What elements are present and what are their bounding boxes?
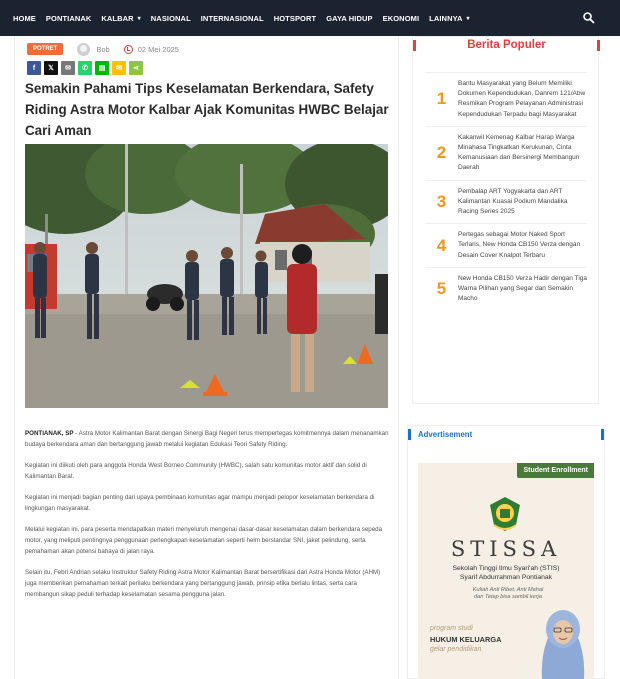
post-meta — [27, 42, 179, 56]
popular-headline[interactable]: New Honda CB150 Verza Hadir dengan Tiga Warna Pilihan yang Segar dan Semakin Macho — [458, 274, 587, 303]
ad-program-label: program studi — [430, 625, 473, 632]
article-paragraph: Kegiatan ini menjadi bagian penting dari upaya pembinaan komunitas agar mampu menjadi pelopor keselamatan berkendara di lingkungan masyarakat. — [25, 494, 375, 512]
nav-item-label: NASIONAL — [150, 13, 191, 23]
nav-item-label: KALBAR — [101, 13, 134, 23]
article-paragraph: PONTIANAK, SP - Astra Motor Kalimantan Barat dengan Sinergi Bagi Negeri terus mempertegas komitmennya dalam menanamkan budaya berkendara aman dan bertanggung jawab melalui kegiatan Edukasi Teori Safety Riding. — [25, 430, 389, 448]
nav-item-label: HOME — [13, 13, 36, 23]
popular-item[interactable] — [425, 223, 587, 267]
nav-item-home[interactable] — [8, 0, 41, 36]
nav-item-label: INTERNASIONAL — [200, 13, 264, 23]
nav-menu — [8, 0, 475, 36]
ad-enroll-badge: Student Enrollment — [517, 463, 594, 478]
stissa-ad-banner[interactable] — [418, 463, 594, 679]
nav-item-label: LAINNYA — [429, 13, 463, 23]
advertisement-widget — [407, 425, 605, 679]
chevron-down-icon: ▾ — [466, 15, 470, 22]
ad-program: HUKUM KELUARGA — [430, 635, 502, 644]
nav-item-label: EKONOMI — [382, 13, 420, 23]
article-card — [14, 36, 399, 679]
ad-fullname: Sekolah Tinggi Ilmu Syari'ah (STIS) Syarif Abdurrahman Pontianak — [452, 565, 560, 581]
nav-item-kalbar[interactable] — [96, 0, 145, 36]
line-icon[interactable]: ▤ — [95, 61, 109, 75]
nav-item-ekonomi[interactable] — [378, 0, 425, 36]
popular-item[interactable] — [425, 267, 587, 311]
popular-headline[interactable]: Pembalap ART Yogyakarta dan ART Kalimantan Kuasai Podium Mandalika Racing Series 2025 — [458, 187, 568, 216]
popular-rank: 3 — [436, 191, 447, 211]
chevron-down-icon: ▾ — [137, 15, 141, 22]
popular-item[interactable] — [425, 180, 587, 224]
ad-brand: STISSA — [450, 537, 562, 561]
ad-tagline: Kuliah Anti Ribet, Anti Mahal dan Tetap bisa sambil kerja — [472, 587, 544, 600]
nav-item-hotsport[interactable] — [269, 0, 321, 36]
article-photo — [25, 144, 388, 408]
share-icon[interactable]: ⋖ — [129, 61, 143, 75]
author-name[interactable]: Bob — [96, 44, 110, 54]
category-badge[interactable]: POTRET — [27, 43, 63, 55]
search-icon[interactable] — [582, 11, 596, 25]
header-accent — [601, 429, 604, 440]
popular-headline[interactable]: Kakanwil Kemenag Kalbar Harap Warga Minahasa Tingkatkan Kerukunan, Cinta Kemanusiaan dan Bersinergi Membangun Daerah — [458, 133, 580, 172]
nav-item-nasional[interactable] — [146, 0, 196, 36]
post-date: 02 Mei 2025 — [137, 44, 179, 54]
article-paragraph: Melalui kegiatan ini, para peserta mendapatkan materi menyeluruh mengenai dasar-dasar keselamatan dalam berkendara sepeda motor, yang meliputi pentingnya penggunaan perlengkapan keselamatan seperti helm berstandar SNI, jaket pelindung, serta pemahaman akan potensi bahaya di jalan raya. — [25, 526, 383, 555]
ad-model-photo — [532, 597, 594, 679]
nav-item-lainnya[interactable] — [424, 0, 474, 36]
popular-rank: 1 — [436, 89, 447, 109]
email-icon[interactable]: ✉ — [61, 61, 75, 75]
nav-item-pontianak[interactable] — [41, 0, 96, 36]
clock-icon — [124, 45, 133, 54]
top-navigation — [0, 0, 620, 36]
ad-degree-label: gelar pendidikan — [430, 646, 482, 653]
popular-title: Berita Populer — [467, 39, 546, 51]
stissa-logo — [486, 495, 524, 533]
header-accent — [597, 40, 600, 51]
header-accent — [408, 429, 411, 440]
nav-item-internasional[interactable] — [196, 0, 269, 36]
article-body — [25, 428, 390, 610]
author-avatar — [77, 43, 90, 56]
article-paragraph: Selain itu, Febri Andrian selaku Instruktur Safety Riding Astra Motor Kalimantan Barat bersertifikasi dari Astra Honda Motor (AHM) juga memberikan pemahaman terkait perilaku berkendara yang bertanggung jawab, prinsip etika berlalu lintas, serta cara membangun sikap peduli terhadap keselamatan sesama pengguna jalan. — [25, 569, 381, 598]
nav-item-label: PONTIANAK — [45, 13, 92, 23]
sms-icon[interactable]: ✉ — [112, 61, 126, 75]
share-bar — [27, 61, 146, 75]
popular-header — [413, 37, 600, 55]
popular-news-widget — [412, 36, 599, 404]
nav-item-label: HOTSPORT — [273, 13, 317, 23]
popular-item[interactable] — [425, 126, 587, 180]
popular-rank: 4 — [436, 235, 447, 255]
nav-item-gaya-hidup[interactable] — [321, 0, 377, 36]
popular-list — [425, 72, 587, 310]
lead-place: PONTIANAK, SP — [25, 430, 74, 437]
popular-rank: 5 — [436, 279, 447, 299]
ad-header — [408, 426, 604, 444]
popular-rank: 2 — [436, 143, 447, 163]
whatsapp-icon[interactable]: ✆ — [78, 61, 92, 75]
popular-item[interactable] — [425, 72, 587, 126]
facebook-icon[interactable]: f — [27, 61, 41, 75]
ad-title: Advertisement — [418, 430, 473, 439]
article-title: Semakin Pahami Tips Keselamatan Berkendara, Safety Riding Astra Motor Kalbar Ajak Komunitas HWBC Belajar Cari Aman — [25, 81, 389, 138]
popular-headline[interactable]: Bantu Masyarakat yang Belum Memiliki Dokumen Kependudukan, Danrem 121/Abw Resmikan Program Pelayanan Administrasi Kependudukan Terpadu bagi Masyarakat — [458, 80, 586, 118]
article-paragraph: Kegiatan ini diikuti oleh para anggota Honda West Borneo Community (HWBC), salah satu komunitas motor aktif dan solid di Kalimantan Barat. — [25, 462, 367, 480]
nav-item-label: GAYA HIDUP — [326, 13, 373, 23]
x-twitter-icon[interactable]: 𝕏 — [44, 61, 58, 75]
popular-headline[interactable]: Pertegas sebagai Motor Naked Sport Terlaris, New Honda CB150 Verza dengan Desain Cover Knalpot Terbaru — [458, 231, 581, 259]
